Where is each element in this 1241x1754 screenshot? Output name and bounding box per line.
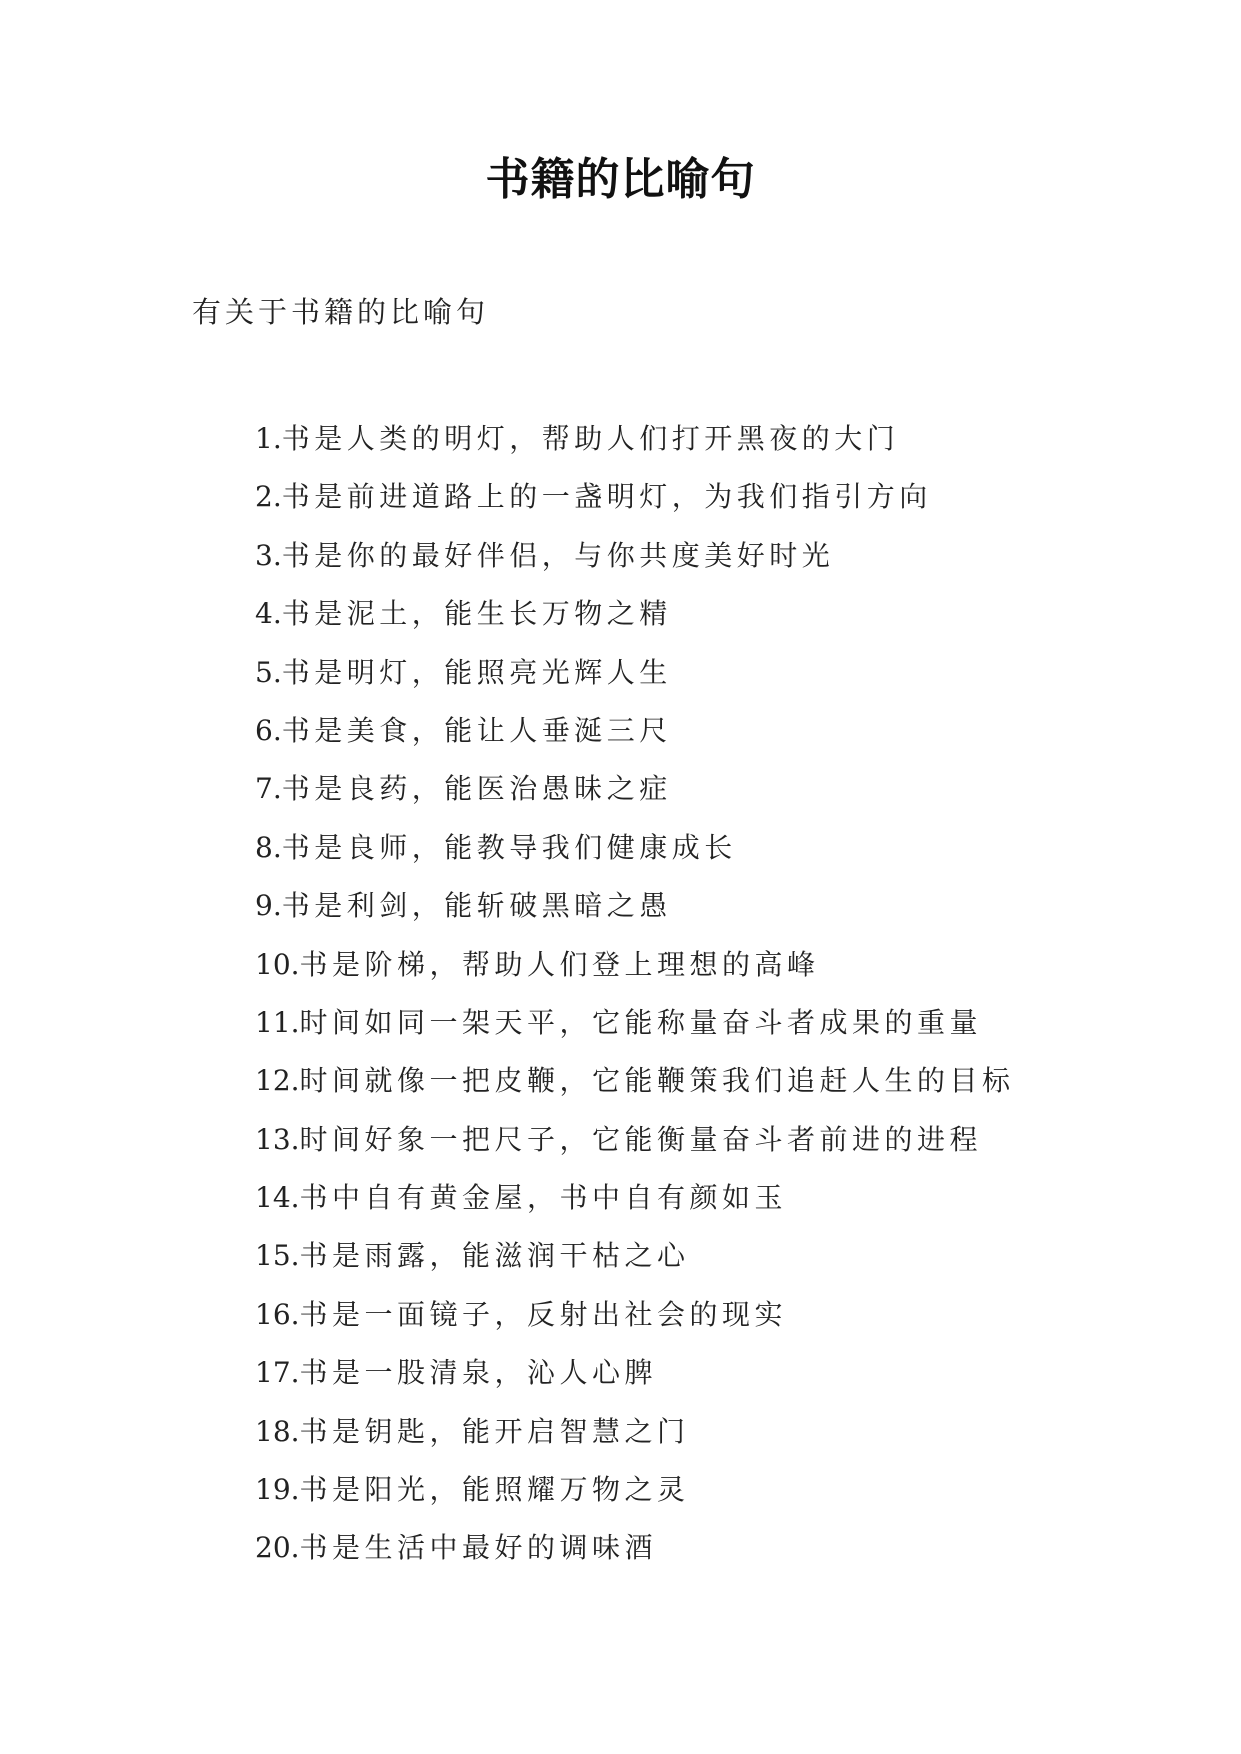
list-item bbox=[255, 760, 1015, 818]
list-item-text: 书是阶梯，帮助人们登上理想的高峰 bbox=[299, 947, 820, 981]
list-item-text: 时间好象一把尺子，它能衡量奋斗者前进的进程 bbox=[299, 1122, 983, 1156]
list-item-number: 19. bbox=[255, 1473, 300, 1507]
list-item-text: 书是明灯，能照亮光辉人生 bbox=[281, 655, 672, 689]
list-item bbox=[255, 410, 1015, 468]
list-item-text: 书是你的最好伴侣，与你共度美好时光 bbox=[281, 538, 835, 572]
list-item-text: 书是泥土，能生长万物之精 bbox=[281, 597, 672, 631]
list-item bbox=[255, 702, 1015, 760]
list-item-text: 书中自有黄金屋，书中自有颜如玉 bbox=[299, 1181, 788, 1215]
list-item-text: 时间如同一架天平，它能称量奋斗者成果的重量 bbox=[299, 1005, 983, 1039]
list-item bbox=[255, 468, 1015, 526]
list-item-number: 11. bbox=[255, 1005, 300, 1039]
list-item bbox=[255, 877, 1015, 935]
list-item-number: 10. bbox=[255, 947, 300, 981]
list-item-number: 12. bbox=[255, 1064, 300, 1098]
list-item-number: 2. bbox=[255, 480, 282, 514]
list-item-text: 书是良师，能教导我们健康成长 bbox=[281, 830, 737, 864]
list-item bbox=[255, 994, 1015, 1052]
list-item bbox=[255, 1169, 1015, 1227]
list-item bbox=[255, 1111, 1015, 1169]
list-item-number: 16. bbox=[255, 1297, 300, 1331]
list-item bbox=[255, 936, 1015, 994]
list-item bbox=[255, 527, 1015, 585]
list-item bbox=[255, 1227, 1015, 1285]
list-item-text: 时间就像一把皮鞭，它能鞭策我们追赶人生的目标 bbox=[299, 1064, 1015, 1098]
list-item bbox=[255, 1344, 1015, 1402]
list-item-text: 书是人类的明灯，帮助人们打开黑夜的大门 bbox=[281, 422, 900, 455]
simile-list bbox=[255, 410, 1015, 1578]
list-item-number: 5. bbox=[255, 655, 282, 689]
list-item bbox=[255, 644, 1015, 702]
list-item bbox=[255, 1286, 1015, 1344]
page-subtitle: 有关于书籍的比喻句 bbox=[192, 295, 490, 329]
list-item-number: 1. bbox=[255, 422, 282, 455]
list-item-text: 书是利剑，能斩破黑暗之愚 bbox=[281, 889, 672, 923]
page-title: 书籍的比喻句 bbox=[485, 154, 756, 205]
list-item-text: 书是生活中最好的调味酒 bbox=[299, 1531, 658, 1565]
list-item-number: 18. bbox=[255, 1414, 300, 1448]
list-item bbox=[255, 1052, 1015, 1110]
list-item-text: 书是美食，能让人垂涎三尺 bbox=[281, 713, 672, 747]
list-item-text: 书是前进道路上的一盏明灯，为我们指引方向 bbox=[281, 480, 932, 514]
list-item-number: 9. bbox=[255, 889, 282, 923]
list-item-number: 7. bbox=[255, 772, 282, 806]
list-item-number: 8. bbox=[255, 830, 282, 864]
list-item-text: 书是一股清泉，沁人心脾 bbox=[299, 1356, 658, 1390]
list-item-number: 6. bbox=[255, 713, 282, 747]
list-item-number: 15. bbox=[255, 1239, 300, 1273]
list-item-number: 14. bbox=[255, 1181, 300, 1215]
list-item-number: 4. bbox=[255, 597, 282, 631]
list-item-text: 书是一面镜子，反射出社会的现实 bbox=[299, 1297, 788, 1331]
list-item bbox=[255, 1461, 1015, 1519]
list-item bbox=[255, 585, 1015, 643]
list-item bbox=[255, 1519, 1015, 1577]
list-item-number: 13. bbox=[255, 1122, 300, 1156]
list-item-number: 17. bbox=[255, 1356, 300, 1390]
list-item-text: 书是雨露，能滋润干枯之心 bbox=[299, 1239, 690, 1273]
list-item bbox=[255, 819, 1015, 877]
list-item bbox=[255, 1403, 1015, 1461]
list-item-number: 3. bbox=[255, 538, 282, 572]
list-item-text: 书是阳光，能照耀万物之灵 bbox=[299, 1473, 690, 1507]
list-item-text: 书是钥匙，能开启智慧之门 bbox=[299, 1414, 690, 1448]
list-item-text: 书是良药，能医治愚昧之症 bbox=[281, 772, 672, 806]
list-item-number: 20. bbox=[255, 1531, 300, 1565]
